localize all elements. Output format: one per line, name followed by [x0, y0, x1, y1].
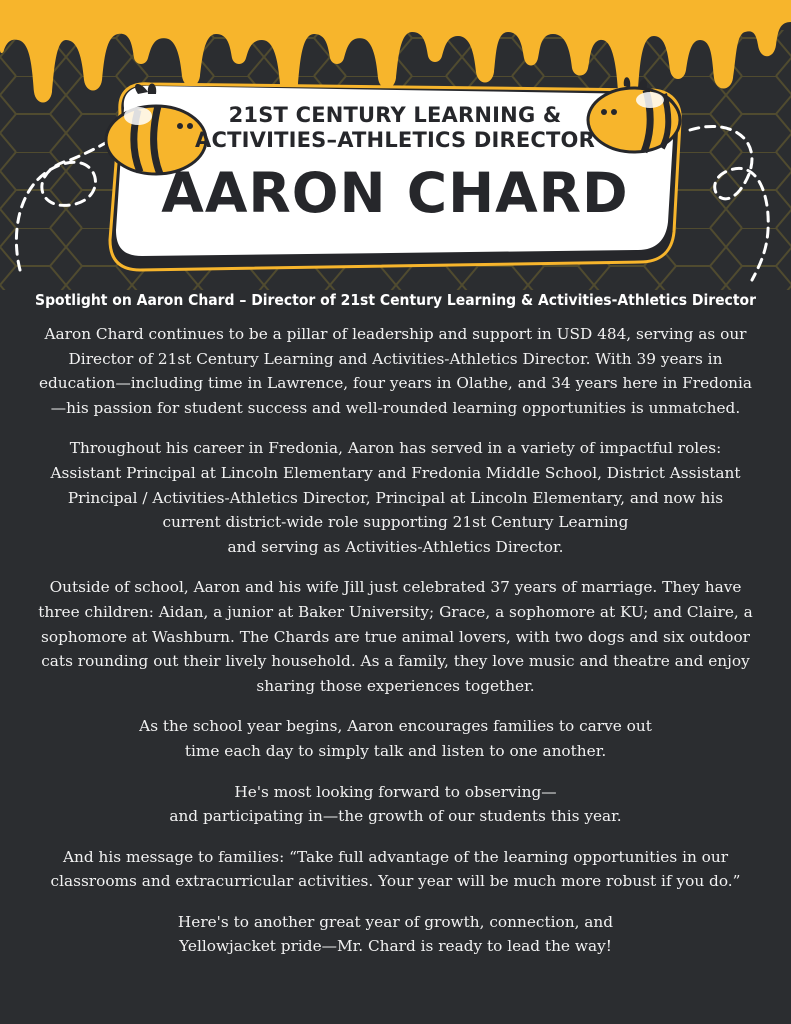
text-line: classrooms and extracurricular activities. Your year will be much more robust if you do.”: [50, 872, 741, 891]
text-line: sophomore at Washburn. The Chards are true animal lovers, with two dogs and six outdoor: [41, 627, 750, 646]
text-line: three children: Aidan, a junior at Baker University; Grace, a sophomore at KU; and Claire, a: [38, 602, 753, 621]
text-line: Principal / Activities-Athletics Director, Principal at Lincoln Elementary, and now his: [67, 488, 724, 507]
text-line: Here's to another great year of growth, connection, and: [177, 912, 614, 931]
text-line: Aaron Chard continues to be a pillar of leadership and support in USD 484, serving as our: [44, 325, 747, 343]
text-line: education—including time in Lawrence, four years in Olathe, and 34 years here in Fredonia: [38, 374, 753, 393]
text-line: Outside of school, Aaron and his wife Jill just celebrated 37 years of marriage. They have: [49, 578, 742, 597]
text-line: sharing those experiences together.: [256, 676, 535, 695]
text-line: time each day to simply talk and listen to one another.: [184, 741, 607, 760]
text-line: He's most looking forward to observing—: [234, 782, 557, 801]
text-line: and participating in—the growth of our students this year.: [169, 807, 622, 826]
paragraph: [18, 436, 773, 559]
article-body: [18, 322, 773, 975]
text-line: Throughout his career in Fredonia, Aaron has served in a variety of impactful roles:: [69, 439, 722, 458]
paragraph: [18, 780, 773, 829]
section-heading: Spotlight on Aaron Chard – Director of 21st Century Learning & Activities-Athletics Director: [35, 291, 756, 309]
text-line: Yellowjacket pride—Mr. Chard is ready to lead the way!: [179, 937, 612, 956]
paragraph: [18, 322, 773, 420]
text-line: current district-wide role supporting 21st Century Learning: [162, 513, 629, 532]
text-line: cats rounding out their lively household. As a family, they love music and theatre and enjoy: [41, 652, 750, 671]
page-title: AARON CHARD: [161, 161, 629, 225]
paragraph: [18, 575, 773, 698]
text-line: As the school year begins, Aaron encourages families to carve out: [139, 717, 652, 736]
text-line: And his message to families: “Take full advantage of the learning opportunities in our: [62, 847, 729, 866]
paragraph: [18, 845, 773, 894]
subtitle-line: 21ST CENTURY LEARNING &: [228, 103, 562, 127]
banner-subtitle: [150, 103, 640, 153]
paragraph: [18, 714, 773, 763]
text-line: Director of 21st Century Learning and Activities-Athletics Director. With 39 years in: [68, 349, 723, 368]
text-line: —his passion for student success and well-rounded learning opportunities is unmatched.: [50, 398, 741, 417]
text-line: and serving as Activities-Athletics Director.: [227, 537, 564, 556]
subtitle-line: ACTIVITIES–ATHLETICS DIRECTOR: [195, 128, 595, 152]
paragraph: [18, 910, 773, 959]
text-line: Assistant Principal at Lincoln Elementary and Fredonia Middle School, District Assistant: [50, 463, 741, 482]
